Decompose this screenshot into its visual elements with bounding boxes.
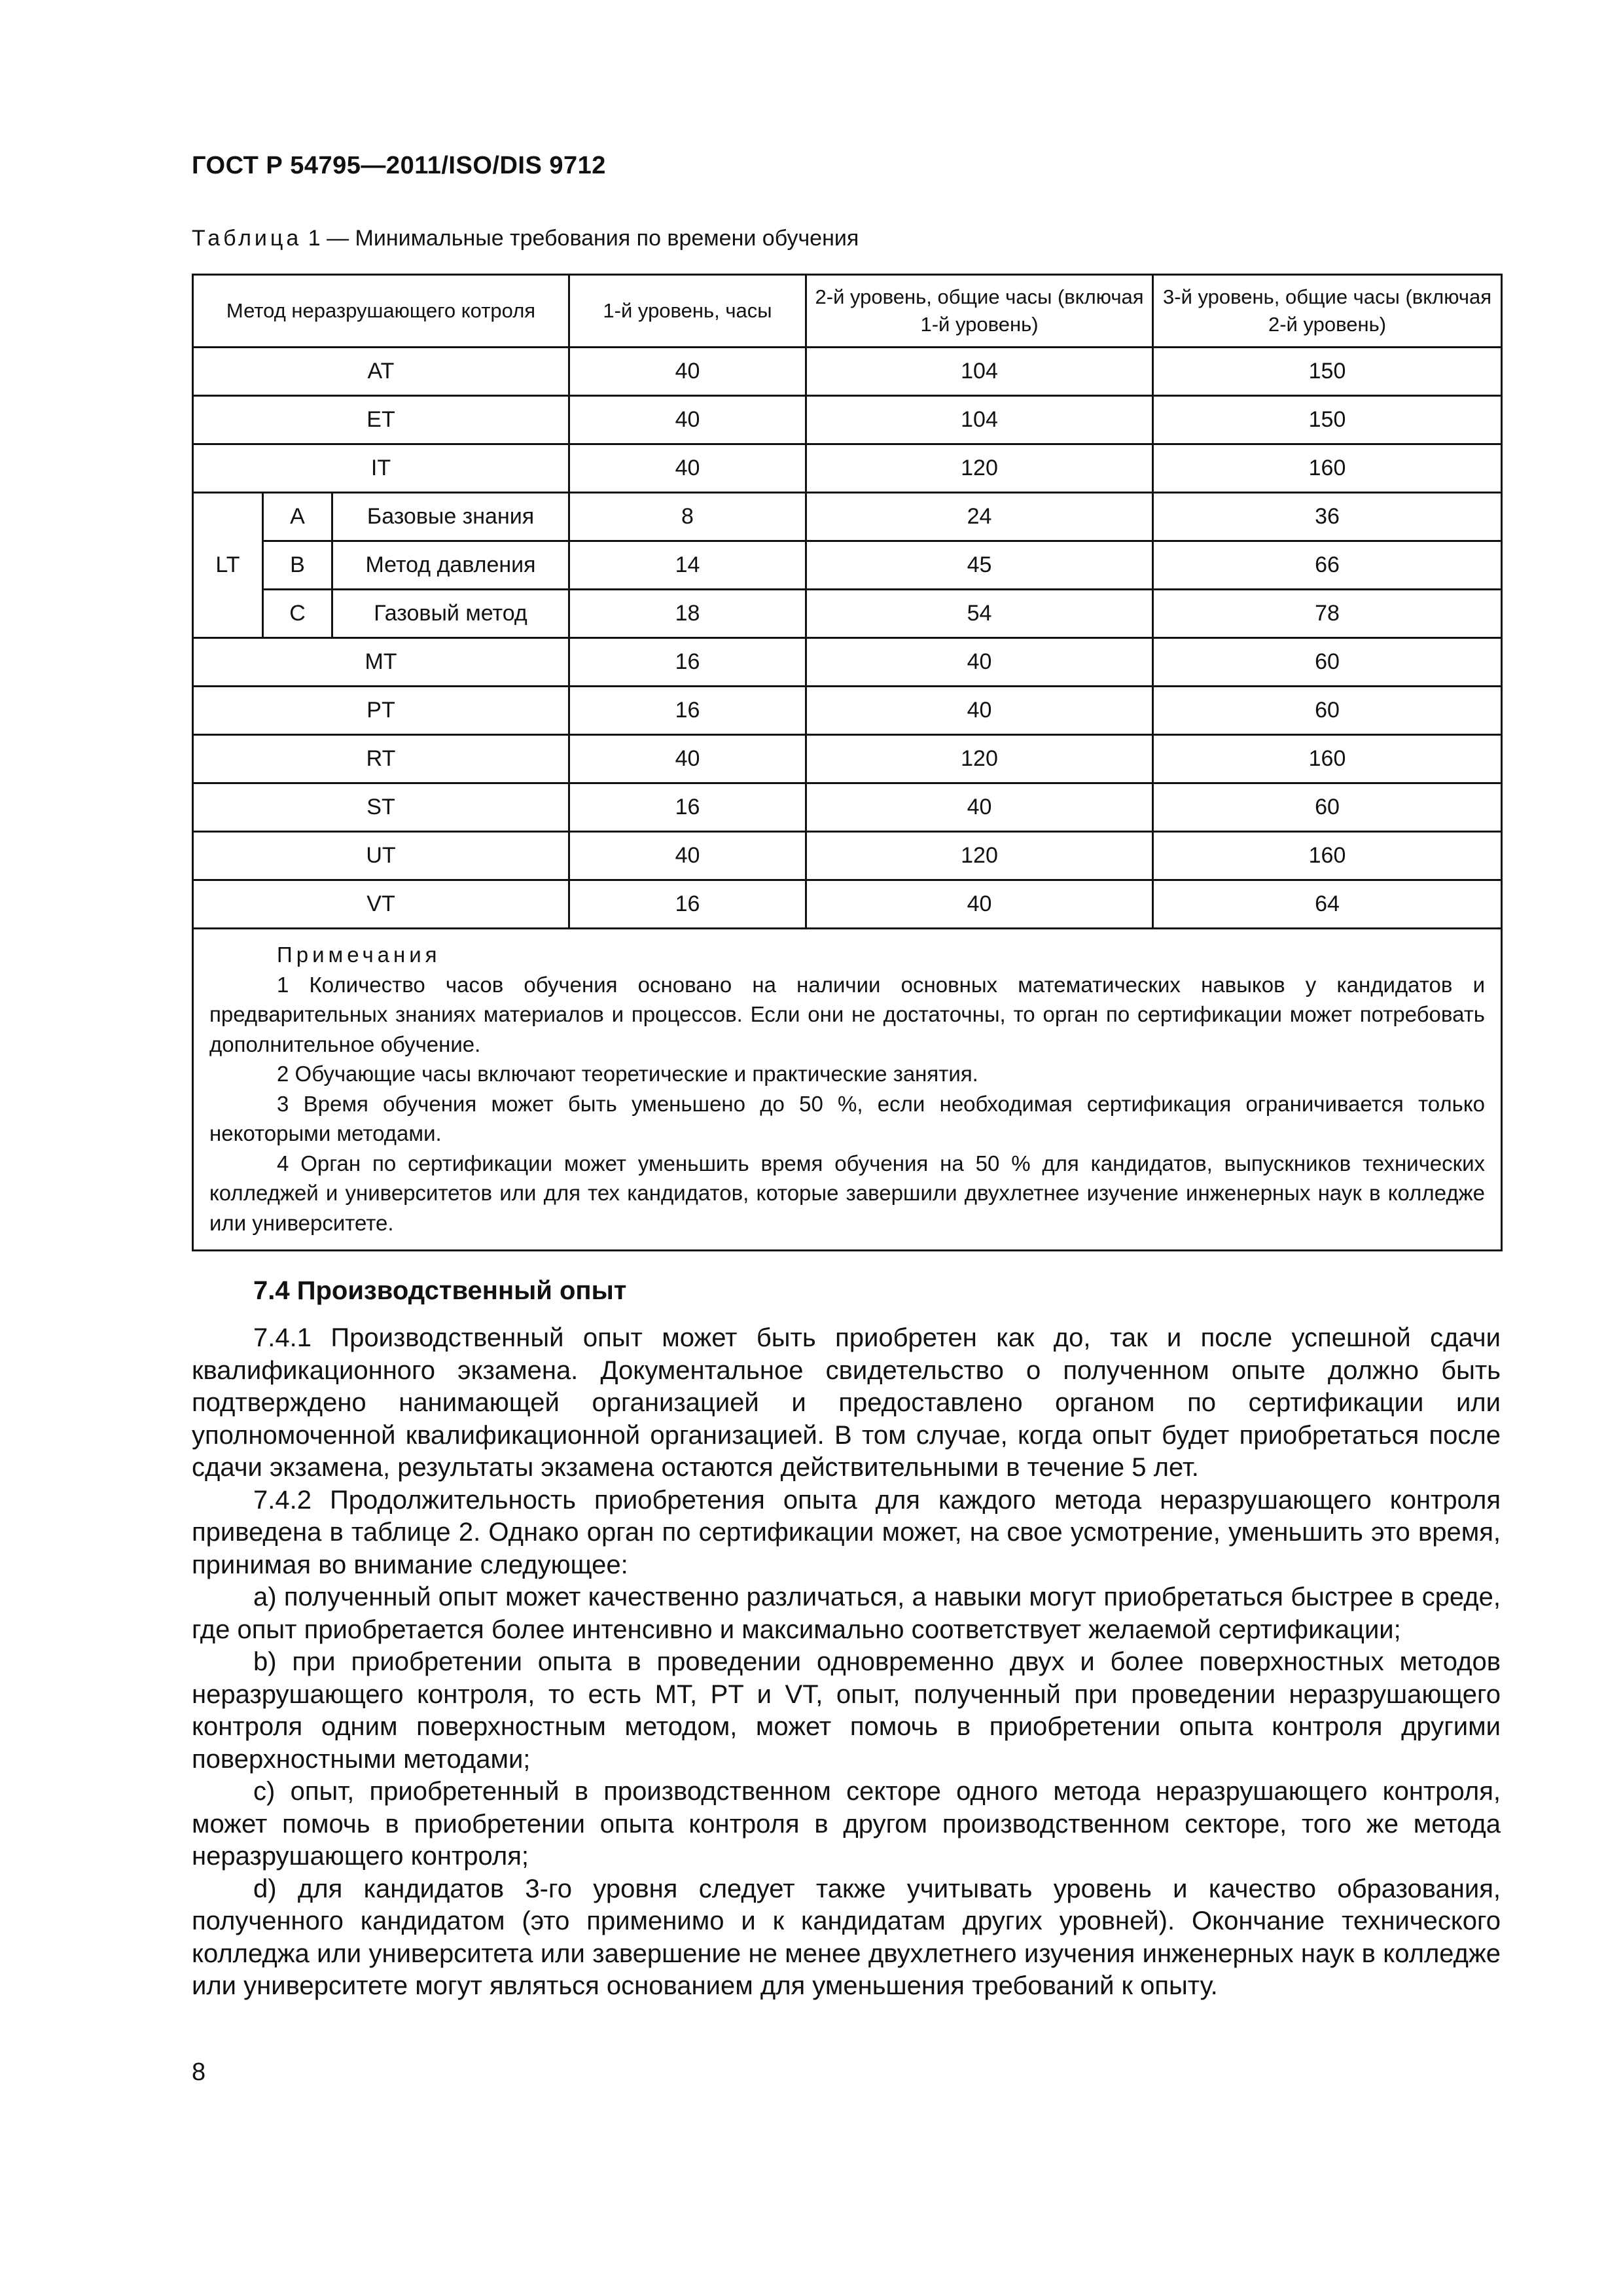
table-row xyxy=(193,590,1502,638)
level-2-cell: 40 xyxy=(806,783,1153,832)
method-cell: MT xyxy=(193,638,569,687)
level-1-cell: 16 xyxy=(569,880,806,929)
training-time-table xyxy=(192,274,1503,1251)
level-3-cell: 60 xyxy=(1153,687,1502,735)
table-row xyxy=(193,880,1502,929)
table-row xyxy=(193,783,1502,832)
lt-code-cell: C xyxy=(263,590,332,638)
level-2-cell: 40 xyxy=(806,638,1153,687)
level-3-cell: 36 xyxy=(1153,493,1502,541)
level-3-cell: 66 xyxy=(1153,541,1502,590)
method-cell: PT xyxy=(193,687,569,735)
method-cell: ET xyxy=(193,396,569,444)
paragraph: 7.4.1 Производственный опыт может быть приобретен как до, так и после успешной сдачи квалификационного экзамена. Документальное свидетельство о полученном опыте должно быть подтверждено нанимающей организацией и предоставлено органом по сертификации или уполномоченной квалификационной организацией. В том случае, когда опыт будет приобретаться после сдачи экзамена, результаты экзамена остаются действительными в течение 5 лет. xyxy=(192,1323,1501,1482)
section-body xyxy=(192,1322,1501,2003)
table-caption-text: 1 — Минимальные требования по времени обучения xyxy=(302,226,859,251)
header-method: Метод неразрушающего котроля xyxy=(193,275,569,348)
table-row xyxy=(193,396,1502,444)
level-3-cell: 150 xyxy=(1153,396,1502,444)
level-1-cell: 40 xyxy=(569,348,806,396)
level-3-cell: 160 xyxy=(1153,444,1502,493)
level-3-cell: 78 xyxy=(1153,590,1502,638)
list-item: d) для кандидатов 3-го уровня следует также учитывать уровень и качество образования, полученного кандидатом (это применимо и к кандидатам других уровней). Окончание технического колледжа или университета или завершение не менее двухлетнего изучения инженерных наук в колледже или университете могут являться основанием для уменьшения требований к опыту. xyxy=(192,1874,1501,2000)
method-cell: IT xyxy=(193,444,569,493)
table-header-row xyxy=(193,275,1502,348)
level-1-cell: 14 xyxy=(569,541,806,590)
note-item: 2 Обучающие часы включают теоретические и практические занятия. xyxy=(277,1062,978,1086)
lt-group-label: LT xyxy=(193,493,263,638)
level-3-cell: 60 xyxy=(1153,783,1502,832)
table-row xyxy=(193,348,1502,396)
notes-title: Примечания xyxy=(277,942,441,967)
level-3-cell: 60 xyxy=(1153,638,1502,687)
level-1-cell: 18 xyxy=(569,590,806,638)
table-row xyxy=(193,832,1502,880)
paragraph: 7.4.2 Продолжительность приобретения опыта для каждого метода неразрушающего контроля приведена в таблице 2. Однако орган по сертификации может, на свое усмотрение, уменьшить это время, принимая во внимание следующее: xyxy=(192,1485,1501,1579)
method-cell: RT xyxy=(193,735,569,783)
lt-code-cell: B xyxy=(263,541,332,590)
level-3-cell: 160 xyxy=(1153,832,1502,880)
level-2-cell: 24 xyxy=(806,493,1153,541)
level-1-cell: 16 xyxy=(569,783,806,832)
note-item: 4 Орган по сертификации может уменьшить время обучения на 50 % для кандидатов, выпускников технических колледжей и университетов или для тех кандидатов, которые завершили двухлетнее изучение инженерных наук в колледже или университете. xyxy=(209,1151,1486,1235)
level-1-cell: 16 xyxy=(569,638,806,687)
table-row xyxy=(193,541,1502,590)
level-3-cell: 150 xyxy=(1153,348,1502,396)
level-2-cell: 54 xyxy=(806,590,1153,638)
method-cell: ST xyxy=(193,783,569,832)
level-3-cell: 160 xyxy=(1153,735,1502,783)
level-2-cell: 104 xyxy=(806,348,1153,396)
level-1-cell: 16 xyxy=(569,687,806,735)
table-row xyxy=(193,638,1502,687)
level-1-cell: 40 xyxy=(569,735,806,783)
lt-name-cell: Метод давления xyxy=(332,541,569,590)
page-number: 8 xyxy=(192,2058,206,2086)
lt-name-cell: Газовый метод xyxy=(332,590,569,638)
table-row xyxy=(193,444,1502,493)
level-2-cell: 45 xyxy=(806,541,1153,590)
level-1-cell: 8 xyxy=(569,493,806,541)
level-2-cell: 40 xyxy=(806,880,1153,929)
level-2-cell: 40 xyxy=(806,687,1153,735)
header-level-2: 2-й уровень, общие часы (включая 1-й уровень) xyxy=(806,275,1153,348)
table-row xyxy=(193,493,1502,541)
table-notes xyxy=(193,929,1502,1251)
level-1-cell: 40 xyxy=(569,444,806,493)
note-item: 3 Время обучения может быть уменьшено до 50 %, если необходимая сертификация ограничивается только некоторыми методами. xyxy=(209,1091,1486,1145)
level-2-cell: 120 xyxy=(806,735,1153,783)
note-item: 1 Количество часов обучения основано на наличии основных математических навыков у кандидатов и предварительных знаниях материалов и процессов. Если они не достаточны, то орган по сертификации может потребовать дополнительное обучение. xyxy=(209,972,1486,1056)
table-row xyxy=(193,687,1502,735)
method-cell: AT xyxy=(193,348,569,396)
list-item: b) при приобретении опыта в проведении одновременно двух и более поверхностных методов неразрушающего контроля, то есть MT, PT и VT, опыт, полученный при проведении неразрушающего контроля одним поверхностным методом, может помочь в приобретении опыта контроля другими поверхностными методами; xyxy=(192,1647,1501,1774)
list-item: c) опыт, приобретенный в производственном секторе одного метода неразрушающего контроля, может помочь в приобретении опыта контроля в другом производственном секторе, того же метода неразрушающего контроля; xyxy=(192,1777,1501,1871)
level-2-cell: 120 xyxy=(806,832,1153,880)
training-time-table-wrapper xyxy=(192,274,1501,1251)
table-row xyxy=(193,735,1502,783)
header-level-1: 1-й уровень, часы xyxy=(569,275,806,348)
lt-code-cell: A xyxy=(263,493,332,541)
header-level-3: 3-й уровень, общие часы (включая 2-й уровень) xyxy=(1153,275,1502,348)
level-2-cell: 104 xyxy=(806,396,1153,444)
table-caption xyxy=(192,226,859,251)
level-1-cell: 40 xyxy=(569,832,806,880)
lt-name-cell: Базовые знания xyxy=(332,493,569,541)
level-1-cell: 40 xyxy=(569,396,806,444)
level-2-cell: 120 xyxy=(806,444,1153,493)
table-notes-row xyxy=(193,929,1502,1251)
level-3-cell: 64 xyxy=(1153,880,1502,929)
document-code-header: ГОСТ Р 54795—2011/ISO/DIS 9712 xyxy=(192,152,606,179)
list-item: a) полученный опыт может качественно различаться, а навыки могут приобретаться быстрее в среде, где опыт приобретается более интенсивно и максимально соответствует желаемой сертификации; xyxy=(192,1583,1501,1644)
table-caption-label: Таблица xyxy=(192,226,302,251)
method-cell: UT xyxy=(193,832,569,880)
method-cell: VT xyxy=(193,880,569,929)
section-title: 7.4 Производственный опыт xyxy=(253,1276,627,1305)
